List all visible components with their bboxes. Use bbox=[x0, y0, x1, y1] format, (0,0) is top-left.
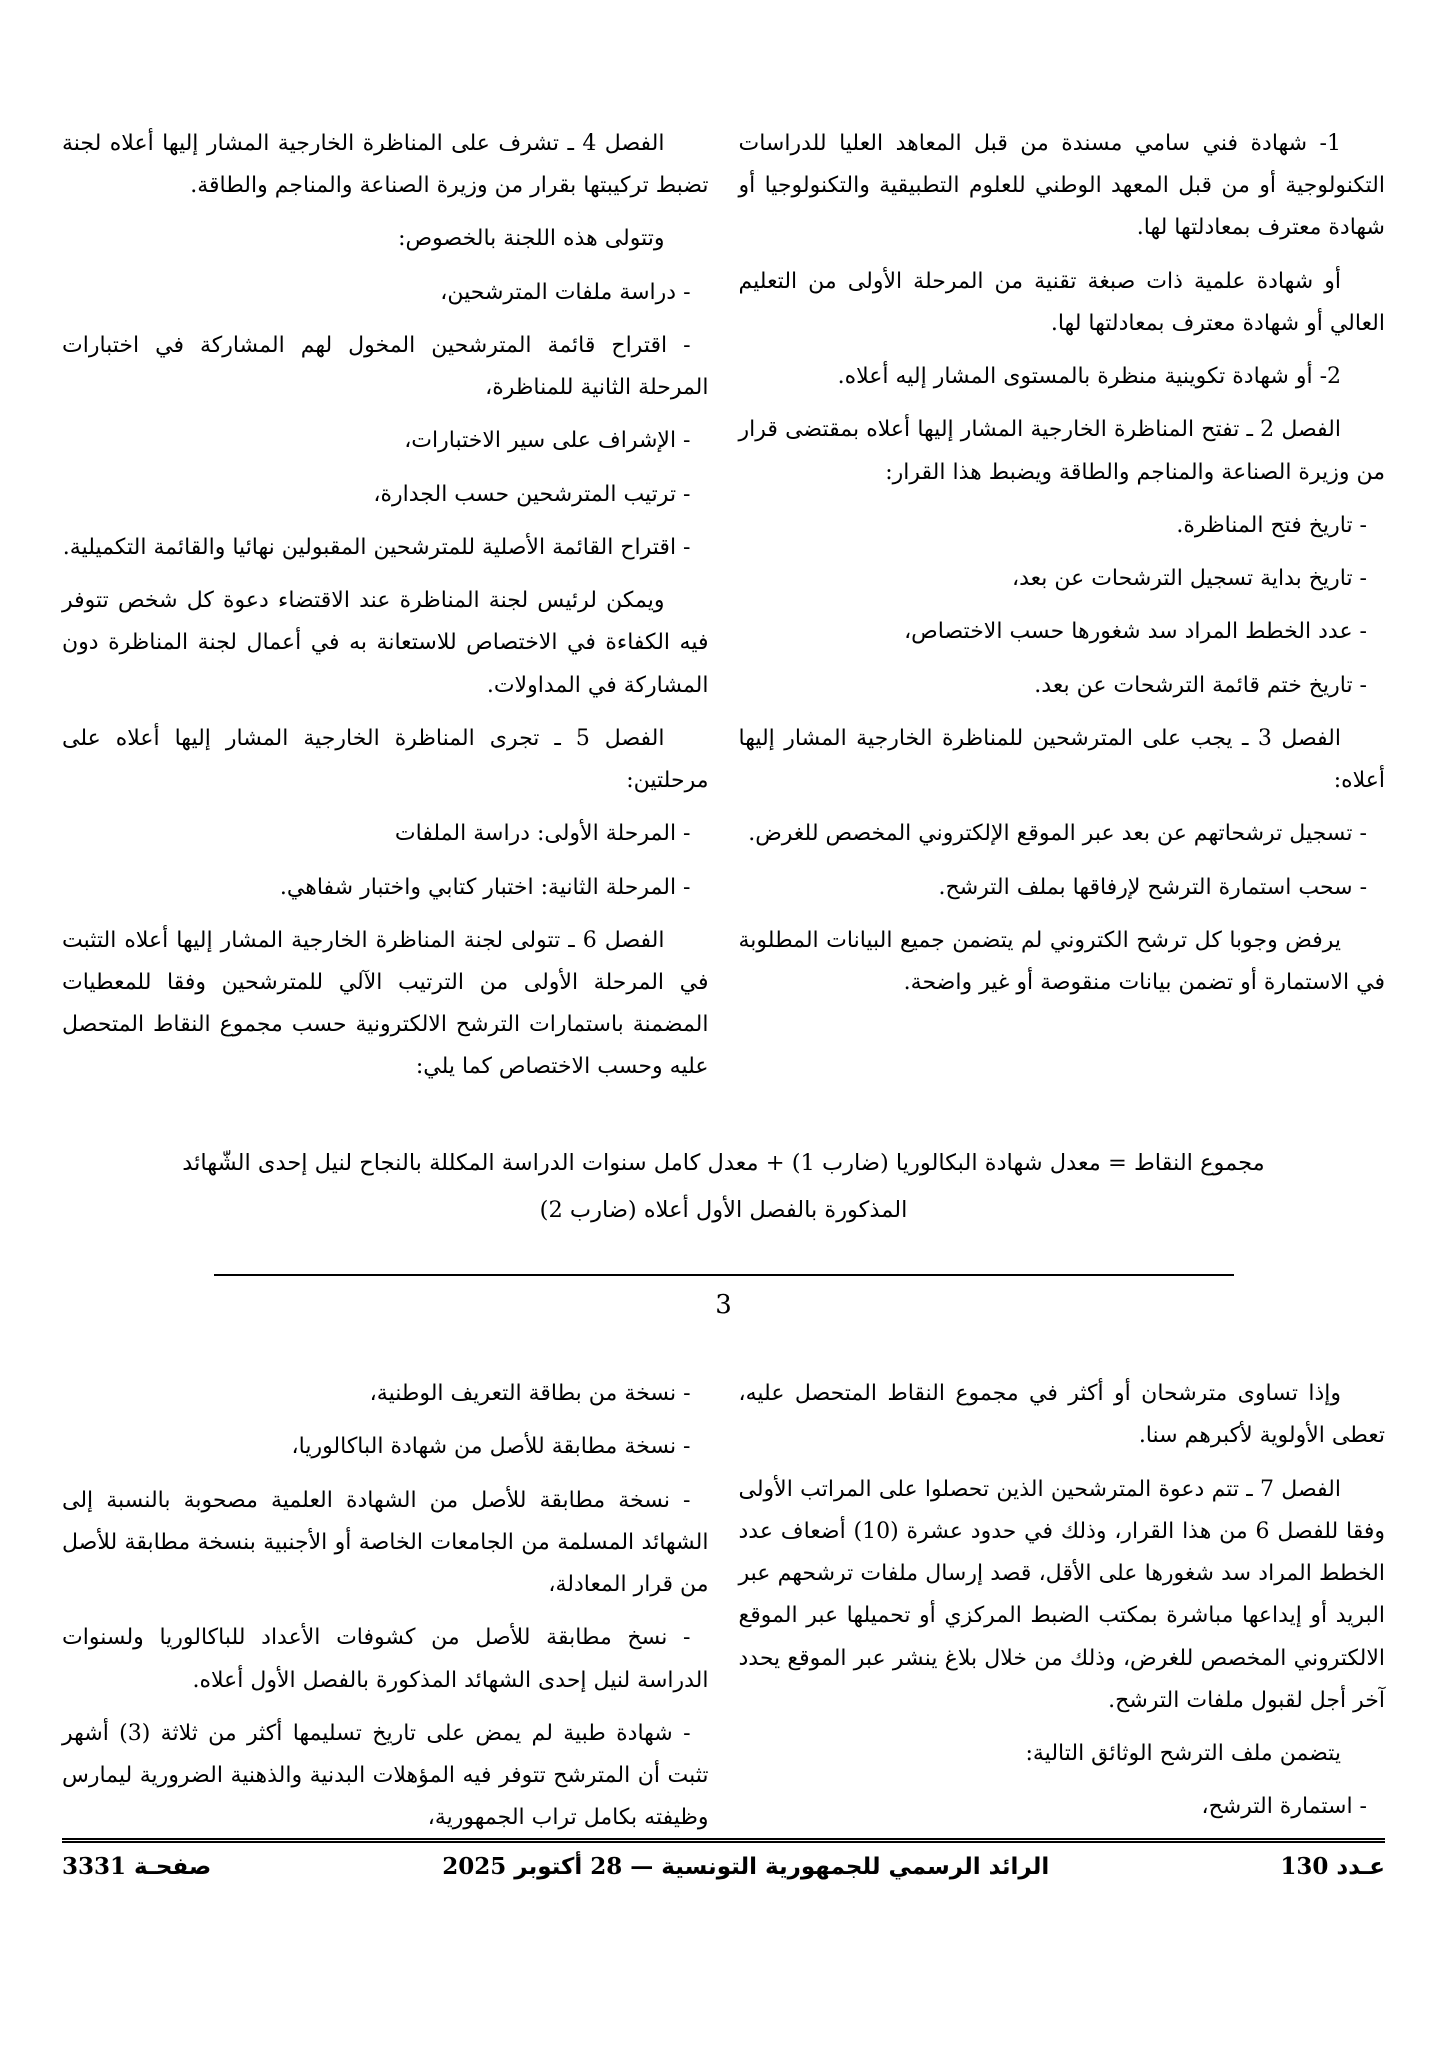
list-item: - المرحلة الأولى: دراسة الملفات bbox=[394, 821, 691, 847]
page-footer bbox=[62, 1838, 1385, 1880]
list-item: - نسخة مطابقة للأصل من شهادة الباكالوريا، bbox=[291, 1434, 691, 1460]
gazette-title-date: الرائد الرسمي للجمهورية التونسية — 28 أكتوبر 2025 bbox=[442, 1853, 1050, 1880]
article-4-paragraph: الفصل 4 ـ تشرف على المناظرة الخارجية المشار إليها أعلاه لجنة تضبط تركيبتها بقرار من وزيرة الصناعة والمناجم والطاقة. bbox=[62, 131, 709, 199]
list-item: - اقتراح القائمة الأصلية للمترشحين المقبولين نهائيا والقائمة التكميلية. bbox=[62, 534, 691, 560]
bottom-right-column bbox=[739, 1362, 1386, 1839]
degree-alt-paragraph: أو شهادة علمية ذات صبغة تقنية من المرحلة الأولى من التعليم العالي أو شهادة معترف بمعادلتها لها. bbox=[738, 268, 1385, 336]
top-left-column bbox=[62, 112, 709, 1100]
list-item: - استمارة الترشح، bbox=[1201, 1794, 1367, 1820]
committee-chair-paragraph: ويمكن لرئيس لجنة المناظرة عند الاقتضاء دعوة كل شخص تتوفر فيه الكفاءة في الاختصاص للاستعانة به في أعمال لجنة المناظرة دون المشاركة في المداولات. bbox=[62, 588, 709, 698]
article-3-paragraph: الفصل 3 ـ يجب على المترشحين للمناظرة الخارجية المشار إليها أعلاه: bbox=[738, 725, 1385, 794]
article-5-paragraph: الفصل 5 ـ تجرى المناظرة الخارجية المشار إليها أعلاه على مرحلتين: bbox=[62, 725, 709, 794]
file-contents-intro: يتضمن ملف الترشح الوثائق التالية: bbox=[1025, 1741, 1341, 1767]
list-item: - دراسة ملفات المترشحين، bbox=[440, 279, 691, 305]
list-item: - نسخة مطابقة للأصل من الشهادة العلمية مصحوبة بالنسبة إلى الشهائد المسلمة من الجامعات الخاصة أو الأجنبية بنسخة مطابقة للأصل من قرار المعادلة، bbox=[62, 1487, 709, 1598]
list-item: - تاريخ فتح المناظرة. bbox=[1176, 512, 1367, 538]
bottom-section bbox=[62, 1362, 1385, 1850]
list-item: - تاريخ ختم قائمة الترشحات عن بعد. bbox=[1034, 672, 1367, 698]
section-separator-line bbox=[214, 1274, 1234, 1276]
points-formula bbox=[62, 1140, 1385, 1235]
formula-line-1: مجموع النقاط = معدل شهادة البكالوريا (ضارب 1) + معدل كامل سنوات الدراسة المكللة بالنجاح لنيل إحدى الشّهائد bbox=[182, 1149, 1265, 1176]
formula-line-2: المذكورة بالفصل الأول أعلاه (ضارب 2) bbox=[539, 1196, 908, 1223]
list-item: - سحب استمارة الترشح لإرفاقها بملف الترشح. bbox=[938, 874, 1367, 900]
degree-list-item-2: 2- أو شهادة تكوينية منظرة بالمستوى المشار إليه أعلاه. bbox=[837, 364, 1341, 390]
top-section bbox=[62, 112, 1385, 1100]
list-item: - المرحلة الثانية: اختبار كتابي واختبار شفاهي. bbox=[279, 874, 691, 900]
footer-row bbox=[62, 1853, 1385, 1880]
degree-list-item-1: 1- شهادة فني سامي مسندة من قبل المعاهد العليا للدراسات التكنولوجية أو من قبل المعهد الوطني للعلوم التطبيقية والتكنولوجيا أو شهادة معترف بمعادلتها لها. bbox=[738, 131, 1385, 241]
list-item: - نسخة من بطاقة التعريف الوطنية، bbox=[369, 1381, 691, 1407]
article-7-paragraph: الفصل 7 ـ تتم دعوة المترشحين الذين تحصلوا على المراتب الأولى وفقا للفصل 6 من هذا القرار، وذلك في حدود عشرة (10) أضعاف عدد الخطط المراد سد شغورها على الأقل، قصد إرسال ملفات ترشحهم عبر البريد أو إيداعها مباشرة بمكتب الضبط المركزي أو تحميلها عبر الموقع الالكتروني المخصص للغرض، وذلك من خلال بلاغ ينشر عبر الموقع يحدد آخر أجل لقبول ملفات الترشح. bbox=[738, 1476, 1385, 1713]
page-number: 3 bbox=[715, 1290, 732, 1321]
article-6-paragraph: الفصل 6 ـ تتولى لجنة المناظرة الخارجية المشار إليها أعلاه التثبت في المرحلة الأولى من الترتيب الآلي للمترشحين وفقا للمعطيات المضمنة باستمارات الترشح الالكترونية حسب مجموع النقاط المتحصل عليه وحسب الاختصاص كما يلي: bbox=[62, 927, 709, 1080]
bottom-left-column bbox=[62, 1362, 709, 1850]
list-item: - شهادة طبية لم يمض على تاريخ تسليمها أكثر من ثلاثة (3) أشهر تثبت أن المترشح تتوفر فيه المؤهلات البدنية والذهنية الضرورية ليمارس وظيفته بكامل تراب الجمهورية، bbox=[62, 1720, 709, 1831]
top-right-column bbox=[739, 112, 1386, 1015]
list-item: - تسجيل ترشحاتهم عن بعد عبر الموقع الإلكتروني المخصص للغرض. bbox=[748, 821, 1367, 847]
list-item: - عدد الخطط المراد سد شغورها حسب الاختصاص، bbox=[904, 619, 1367, 645]
list-item: - اقتراح قائمة المترشحين المخول لهم المشاركة في اختبارات المرحلة الثانية للمناظرة، bbox=[62, 332, 709, 401]
footer-page-number: صفحـة 3331 bbox=[62, 1853, 212, 1880]
list-item: - تاريخ بداية تسجيل الترشحات عن بعد، bbox=[1011, 566, 1367, 592]
rejection-paragraph: يرفض وجوبا كل ترشح الكتروني لم يتضمن جميع البيانات المطلوبة في الاستمارة أو تضمن بيانات منقوصة أو غير واضحة. bbox=[738, 927, 1385, 995]
list-item: - الإشراف على سير الاختبارات، bbox=[404, 428, 691, 454]
footer-rule bbox=[62, 1838, 1385, 1843]
issue-number: عـدد 130 bbox=[1280, 1853, 1385, 1880]
committee-intro-paragraph: وتتولى هذه اللجنة بالخصوص: bbox=[398, 226, 665, 252]
article-2-paragraph: الفصل 2 ـ تفتح المناظرة الخارجية المشار إليها أعلاه بمقتضى قرار من وزيرة الصناعة والمناجم والطاقة ويضبط هذا القرار: bbox=[738, 417, 1385, 485]
list-item: - نسخ مطابقة للأصل من كشوفات الأعداد للباكالوريا ولسنوات الدراسة لنيل إحدى الشهائد المذكورة بالفصل الأول أعلاه. bbox=[62, 1625, 709, 1693]
list-item: - ترتيب المترشحين حسب الجدارة، bbox=[373, 481, 691, 507]
tie-break-paragraph: وإذا تساوى مترشحان أو أكثر في مجموع النقاط المتحصل عليه، تعطى الأولوية لأكبرهم سنا. bbox=[738, 1381, 1385, 1449]
